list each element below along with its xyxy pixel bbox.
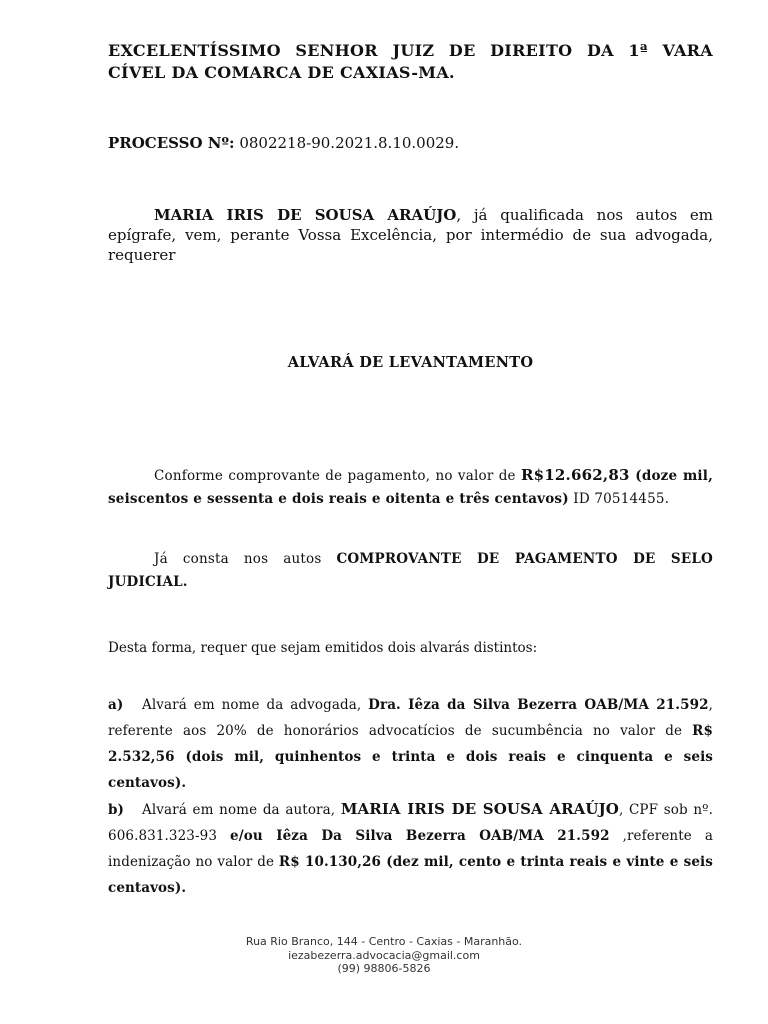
request-paragraph: Desta forma, requer que sejam emitidos dois alvarás distintos: [108, 640, 538, 656]
seal-text-before: Já consta nos autos [154, 551, 337, 567]
item-a-amount: R$ 2.532,56 (dois mil, quinhentos e trinta e dois reais e cinquenta e seis centavos). [108, 723, 713, 791]
item-b-joint: e/ou Iêza Da Silva Bezerra OAB/MA 21.592 [230, 828, 610, 844]
footer-phone: (99) 98806-5826 [337, 962, 431, 975]
item-a-lawyer: Dra. Iêza da Silva Bezerra OAB/MA 21.592 [368, 697, 709, 713]
item-b-text2: , CPF sob nº. 606.831.323-93 [108, 802, 714, 844]
item-a-text2: , referente aos 20% de honorários advocatícios de sucumbência no valor de [108, 697, 713, 739]
addressee-heading: EXCELENTÍSSIMO SENHOR JUIZ DE DIREITO DA 1ª VARA CÍVEL DA COMARCA DE CAXIAS-MA. [108, 41, 713, 82]
process-number: 0802218-90.2021.8.10.0029. [239, 134, 460, 152]
list-item-b [108, 796, 713, 901]
list-item-a [108, 692, 713, 796]
payment-text-before: Conforme comprovante de pagamento, no valor de [154, 468, 521, 484]
item-a-marker: a) [108, 697, 124, 713]
item-a-text1: Alvará em nome da advogada, [142, 697, 369, 713]
item-b-text3: ,referente a indenização no valor de [108, 828, 714, 870]
payment-text-after: ID 70514455. [568, 491, 670, 507]
footer-address: Rua Rio Branco, 144 - Centro - Caxias - Maranhão. [245, 935, 523, 948]
process-label: PROCESSO Nº: [108, 134, 235, 152]
item-b-text1: Alvará em nome da autora, [142, 802, 341, 818]
item-b-name: MARIA IRIS DE SOUSA ARAÚJO [340, 800, 619, 818]
process-number-line [108, 134, 459, 152]
seal-paragraph [108, 548, 713, 594]
item-b-amount: R$ 10.130,26 (dez mil, cento e trinta reais e vinte e seis centavos). [108, 854, 713, 896]
page-footer [0, 935, 768, 976]
payment-amount: R$12.662,83 [520, 466, 630, 484]
intro-paragraph [108, 205, 713, 265]
seal-bold-text: COMPROVANTE DE PAGAMENTO DE SELO JUDICIAL. [108, 551, 713, 590]
footer-email: iezabezerra.advocacia@gmail.com [288, 948, 480, 962]
intro-text: , já qualificada nos autos em epígrafe, vem, perante Vossa Excelência, por intermédio de sua advogada, requerer [108, 206, 713, 264]
item-b-marker: b) [108, 802, 125, 818]
request-items [108, 692, 713, 901]
party-name: MARIA IRIS DE SOUSA ARAÚJO [154, 206, 457, 224]
payment-paragraph [108, 464, 713, 511]
request-heading: ALVARÁ DE LEVANTAMENTO [287, 354, 534, 371]
payment-amount-words: (doze mil, seiscentos e sessenta e dois reais e oitenta e três centavos) [108, 468, 713, 507]
